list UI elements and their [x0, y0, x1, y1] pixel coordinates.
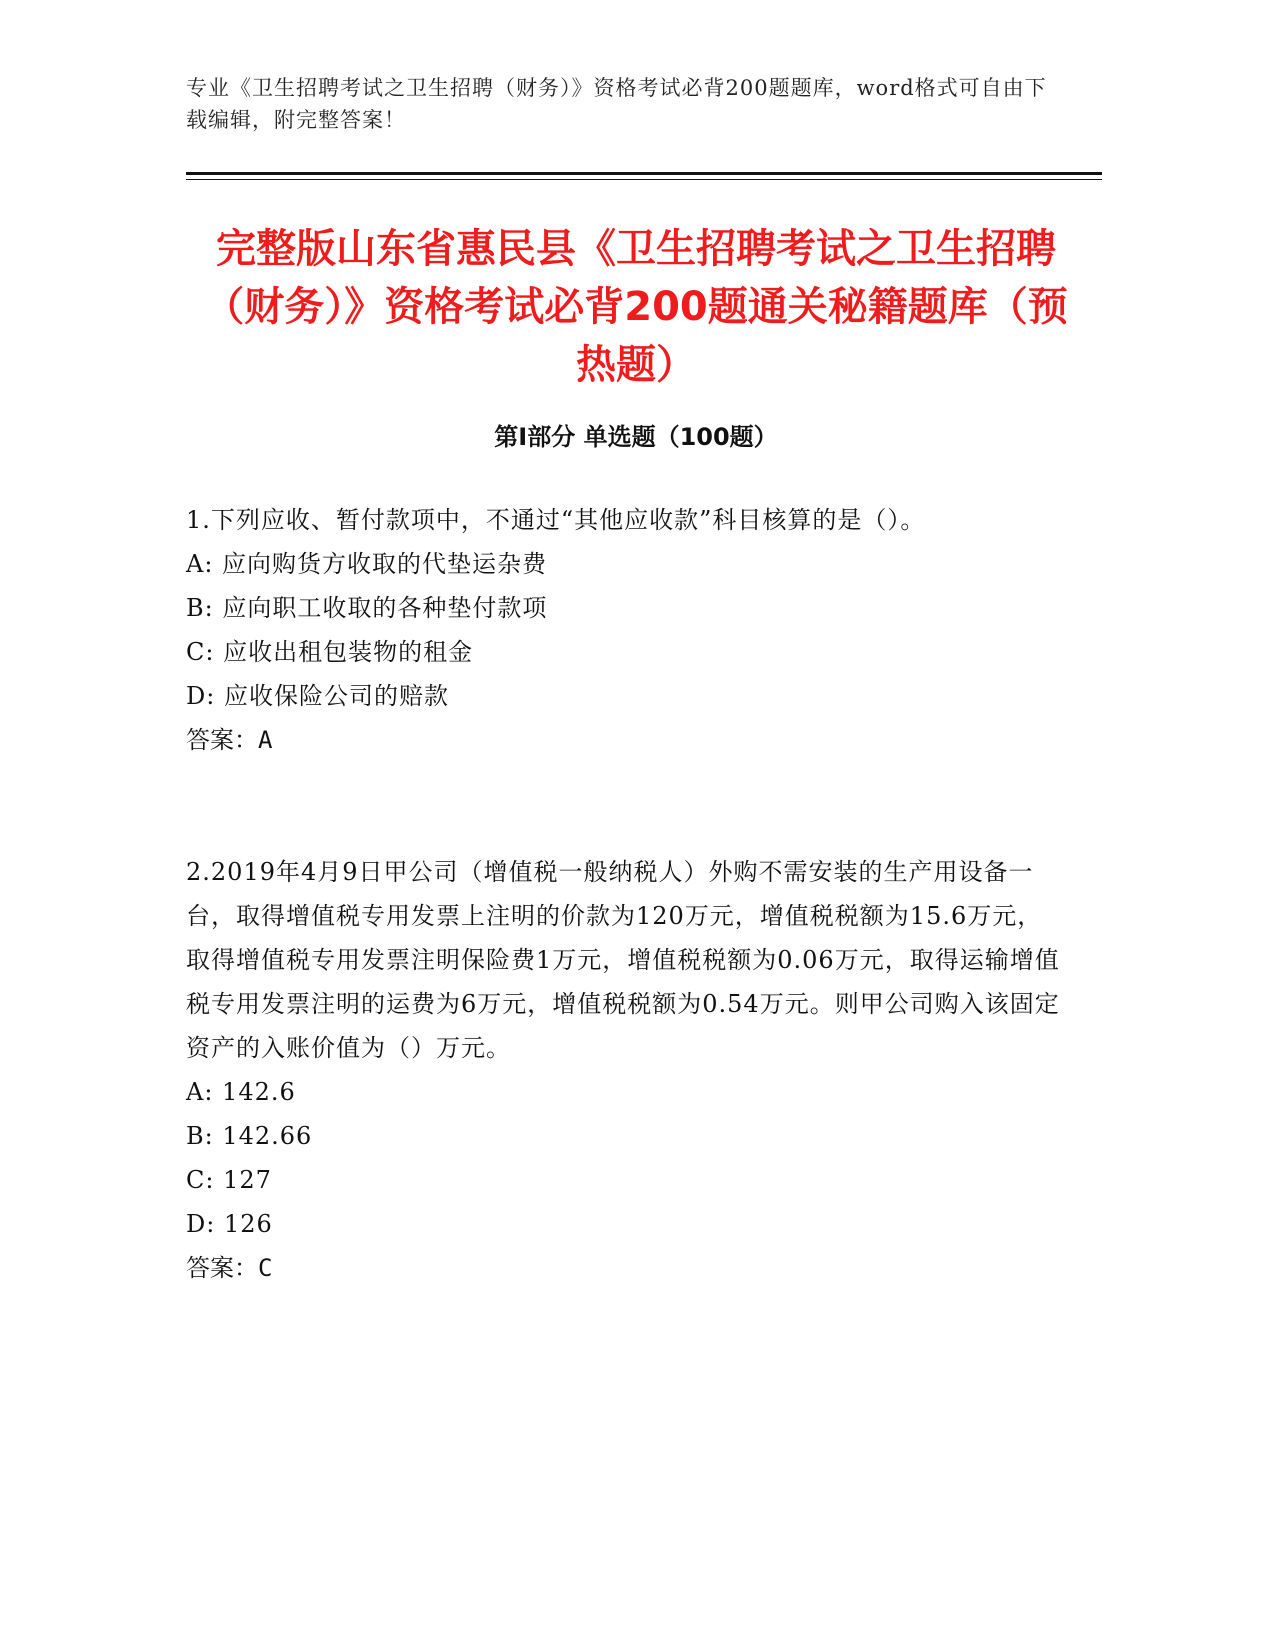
option-c: C: 应收出租包装物的租金: [186, 638, 474, 666]
option-d: D: 应收保险公司的赔款: [186, 682, 449, 710]
option-a: A: 142.6: [186, 1078, 296, 1106]
answer-label: 答案：: [186, 726, 258, 754]
answer: [186, 1246, 1066, 1290]
question-stem: 1.下列应收、暂付款项中，不通过“其他应收款”科目核算的是（）。: [186, 506, 926, 534]
option-b: B: 142.66: [186, 1122, 313, 1150]
header-note: 专业《卫生招聘考试之卫生招聘（财务）》资格考试必背200题题库，word格式可自由下载编辑，附完整答案！: [186, 76, 1047, 132]
header-rule-thin: [186, 179, 1102, 180]
option-c: C: 127: [186, 1166, 272, 1194]
section-title: 第I部分 单选题（100题）: [494, 423, 778, 451]
question-1: [186, 498, 1066, 762]
header-rule-thick: [186, 172, 1102, 175]
question-stem: 2.2019年4月9日甲公司（增值税一般纳税人）外购不需安装的生产用设备一台，取得增值税专用发票上注明的价款为120万元，增值税税额为15.6万元，取得增值税专用发票注明保险费1万元，增值税税额为0.06万元，取得运输增值税专用发票注明的运费为6万元，增值税税额为0.54万元。则甲公司购入该固定资产的入账价值为（）万元。: [186, 858, 1060, 1062]
document-title: 完整版山东省惠民县《卫生招聘考试之卫生招聘（财务）》资格考试必背200题通关秘籍题库（预热题）: [204, 226, 1068, 388]
answer: [186, 718, 1066, 762]
answer-label: 答案：: [186, 1254, 258, 1282]
option-b: B: 应向职工收取的各种垫付款项: [186, 594, 548, 622]
answer-value: C: [258, 1254, 273, 1282]
question-2: [186, 850, 1066, 1290]
option-a: A: 应向购货方收取的代垫运杂费: [186, 550, 548, 578]
answer-value: A: [258, 726, 273, 754]
option-d: D: 126: [186, 1210, 273, 1238]
